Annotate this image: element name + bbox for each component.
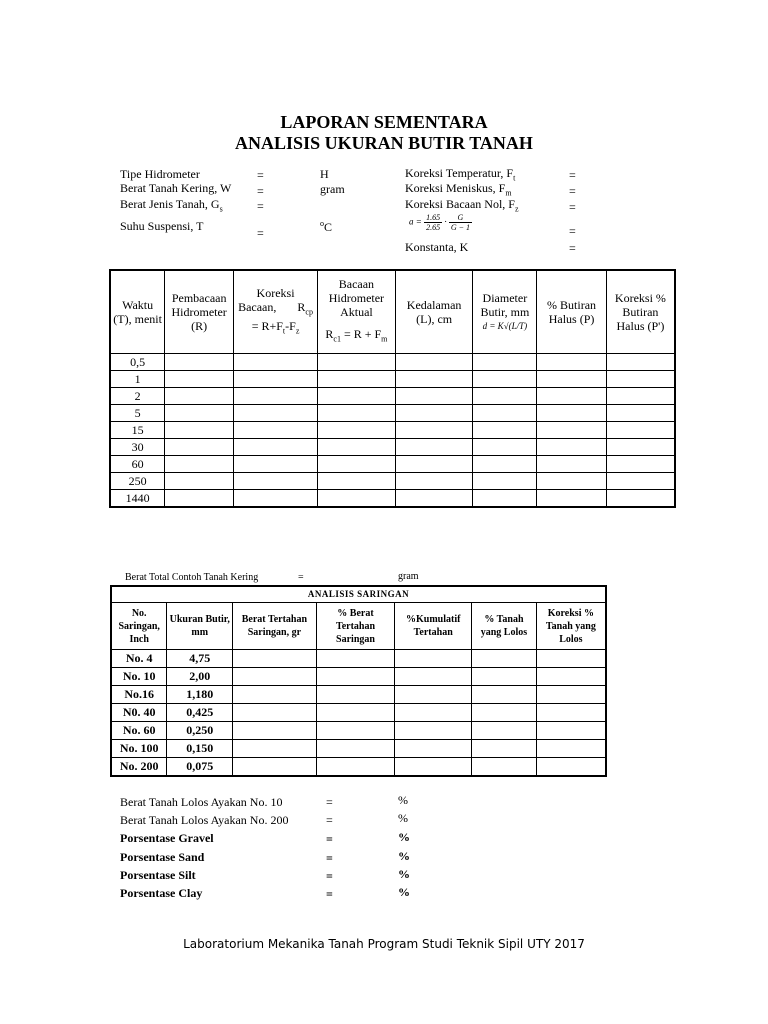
waktu-cell: 1: [110, 371, 165, 388]
table-row: [111, 722, 606, 740]
sieve-table: [110, 585, 607, 777]
summary-unit: %: [398, 793, 408, 807]
table-row: [110, 388, 675, 405]
report-subtitle: ANALISIS UKURAN BUTIR TANAH: [235, 133, 533, 153]
summary-eq: =: [326, 813, 333, 827]
sieve-no: No. 60: [111, 722, 167, 740]
diameter-formula: d = K√(L/T): [482, 321, 528, 331]
sieve-caption-eq: =: [298, 572, 304, 583]
table-row: [111, 740, 606, 758]
param-suhu-unit: $^o$C: [320, 219, 333, 234]
param-k-label: Konstanta, K: [405, 240, 469, 254]
waktu-cell: 5: [110, 405, 165, 422]
table-row: [110, 405, 675, 422]
param-tipe-eq: =: [257, 168, 264, 182]
sieve-no: No. 200: [111, 758, 167, 777]
col-ukuran-butir: Ukuran Butir, mm: [167, 603, 233, 650]
sieve-size: 0,425: [167, 704, 233, 722]
col-berat-tertahan: Berat Tertahan Saringan, gr: [233, 603, 317, 650]
summary-label-clay: Porsentase Clay: [120, 886, 203, 900]
param-tipe-value: H: [320, 167, 329, 181]
sieve-no: N0. 40: [111, 704, 167, 722]
summary-eq: =: [326, 795, 333, 809]
col-kumulatif: %Kumulatif Tertahan: [395, 603, 472, 650]
table-row: [110, 354, 675, 371]
sieve-banner: ANALISIS SARINGAN: [111, 586, 606, 603]
summary-unit: %: [398, 885, 410, 899]
sieve-size: 4,75: [167, 650, 233, 668]
waktu-cell: 2: [110, 388, 165, 405]
param-a-formula: a = $\frac{1.65}{2.65}$ · $\frac{G}{G - 1}$: [409, 213, 471, 232]
report-title: LAPORAN SEMENTARA: [280, 112, 488, 132]
param-suhu-eq: =: [257, 226, 264, 240]
sieve-no: No. 10: [111, 668, 167, 686]
summary-eq: =: [326, 832, 333, 846]
table-row: [110, 422, 675, 439]
waktu-cell: 60: [110, 456, 165, 473]
col-no-saringan: No. Saringan, Inch: [111, 603, 167, 650]
sieve-no: No.16: [111, 686, 167, 704]
sieve-size: 1,180: [167, 686, 233, 704]
col-bacaan-aktual: Bacaan Hidrometer Aktual $R_{c1} = R + F_m$: [318, 270, 396, 354]
param-berat-label: Berat Tanah Kering, W: [120, 181, 232, 195]
param-suhu-label: Suhu Suspensi, T: [120, 219, 204, 233]
table-row: [110, 473, 675, 490]
page-footer: Laboratorium Mekanika Tanah Program Studi Teknik Sipil UTY 2017: [183, 937, 585, 951]
param-bj-label: Berat Jenis Tanah, $G_s$: [120, 197, 223, 214]
col-waktu: Waktu (T), menit: [110, 270, 165, 354]
col-pct-berat: % Berat Tertahan Saringan: [316, 603, 395, 650]
summary-eq: =: [326, 869, 333, 883]
sieve-caption-label: Berat Total Contoh Tanah Kering: [125, 572, 259, 583]
col-koreksi-lolos: Koreksi % Tanah yang Lolos: [536, 603, 606, 650]
table-row: [110, 371, 675, 388]
table-row: [110, 490, 675, 508]
summary-label-silt: Porsentase Silt: [120, 868, 196, 882]
param-fm-label: Koreksi Meniskus, $F_m$: [405, 181, 512, 198]
sieve-caption-unit: gram: [398, 571, 419, 582]
summary-eq: =: [326, 887, 333, 901]
col-kedalaman: Kedalaman (L), cm: [395, 270, 473, 354]
sieve-no: No. 100: [111, 740, 167, 758]
waktu-cell: 30: [110, 439, 165, 456]
sieve-size: 0,250: [167, 722, 233, 740]
table-row: [111, 668, 606, 686]
summary-unit: %: [398, 867, 410, 881]
summary-label-lolos-10: Berat Tanah Lolos Ayakan No. 10: [120, 795, 283, 809]
waktu-cell: 250: [110, 473, 165, 490]
table-row: [111, 650, 606, 668]
summary-unit: %: [398, 811, 408, 825]
param-a-eq: =: [569, 224, 576, 238]
col-lolos: % Tanah yang Lolos: [472, 603, 537, 650]
col-pembacaan: Pembacaan Hidrometer (R): [165, 270, 234, 354]
param-fz-eq: =: [569, 200, 576, 214]
table-row: [111, 704, 606, 722]
summary-label-lolos-200: Berat Tanah Lolos Ayakan No. 200: [120, 813, 289, 827]
col-butiran-halus: % Butiran Halus (P): [537, 270, 607, 354]
col-koreksi-butiran: Koreksi % Butiran Halus (P'): [606, 270, 675, 354]
summary-label-sand: Porsentase Sand: [120, 850, 205, 864]
param-fz-label: Koreksi Bacaan Nol, $F_z$: [405, 197, 519, 214]
col-diameter: Diameter Butir, mm d = K√(L/T): [473, 270, 537, 354]
summary-unit: %: [398, 830, 410, 844]
col-koreksi-bacaan: Koreksi Bacaan, $R_{cp}$ = $R+F_t-F_z$: [234, 270, 318, 354]
hydrometer-table: [109, 269, 676, 508]
param-bj-eq: =: [257, 199, 264, 213]
param-fm-eq: =: [569, 184, 576, 198]
param-tipe-label: Tipe Hidrometer: [120, 167, 200, 181]
sieve-size: 0,075: [167, 758, 233, 777]
param-ft-eq: =: [569, 168, 576, 182]
sieve-size: 0,150: [167, 740, 233, 758]
summary-eq: =: [326, 851, 333, 865]
table-row: [110, 439, 675, 456]
param-ft-label: Koreksi Temperatur, $F_t$: [405, 166, 516, 183]
waktu-cell: 0,5: [110, 354, 165, 371]
summary-unit: %: [398, 849, 410, 863]
sieve-no: No. 4: [111, 650, 167, 668]
table-row: [110, 456, 675, 473]
table-row: [111, 686, 606, 704]
sieve-size: 2,00: [167, 668, 233, 686]
param-berat-eq: =: [257, 184, 264, 198]
waktu-cell: 1440: [110, 490, 165, 508]
param-k-eq: =: [569, 241, 576, 255]
summary-label-gravel: Porsentase Gravel: [120, 831, 214, 845]
waktu-cell: 15: [110, 422, 165, 439]
table-row: [111, 758, 606, 777]
param-berat-unit: gram: [320, 182, 345, 196]
